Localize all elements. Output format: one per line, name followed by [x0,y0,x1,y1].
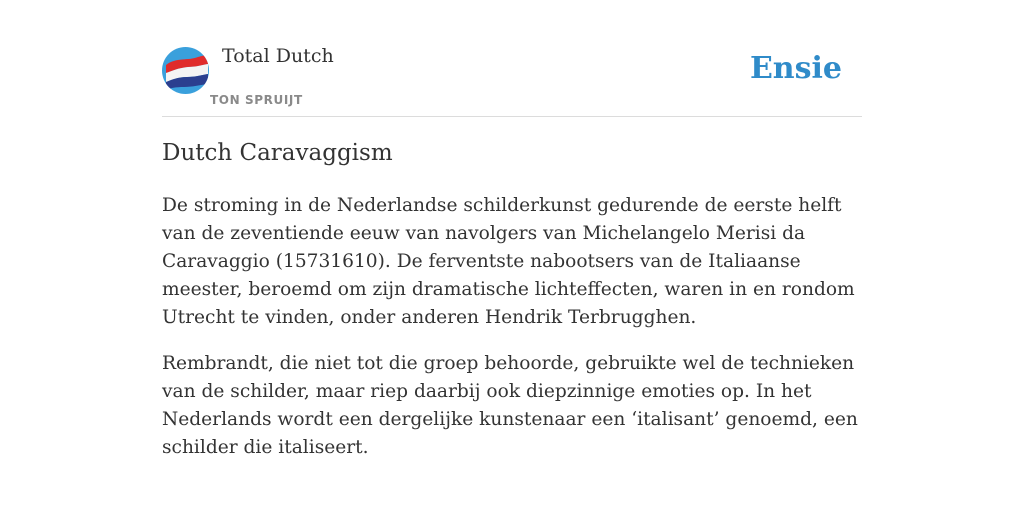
article-body [162,192,862,480]
brand-logo[interactable]: Ensie [749,51,842,86]
article-title: Dutch Caravaggism [162,140,393,166]
publication-name[interactable]: Total Dutch [222,45,334,67]
author-name[interactable]: TON SPRUIJT [210,93,303,107]
article-paragraph: Rembrandt, die niet tot die groep behoorde, gebruikte wel de technieken van de schilder, maar riep daarbij ook diepzinnige emoties op. In het Nederlands wordt een dergelijke kunstenaar een ‘italisant’ genoemd, een schilder die italiseert. [162,353,858,458]
dutch-flag-icon[interactable] [162,47,209,94]
article-card [162,0,862,512]
article-paragraph: De stroming in de Nederlandse schilderkunst gedurende de eerste helft van de zeventiende eeuw van navolgers van Michelangelo Merisi da Caravaggio (15731610). De ferventste nabootsers van de Italiaanse meester, beroemd om zijn dramatische lichteffecten, waren in en rondom Utrecht te vinden, onder anderen Hendrik Terbrugghen. [162,195,855,328]
article-header [162,0,862,117]
